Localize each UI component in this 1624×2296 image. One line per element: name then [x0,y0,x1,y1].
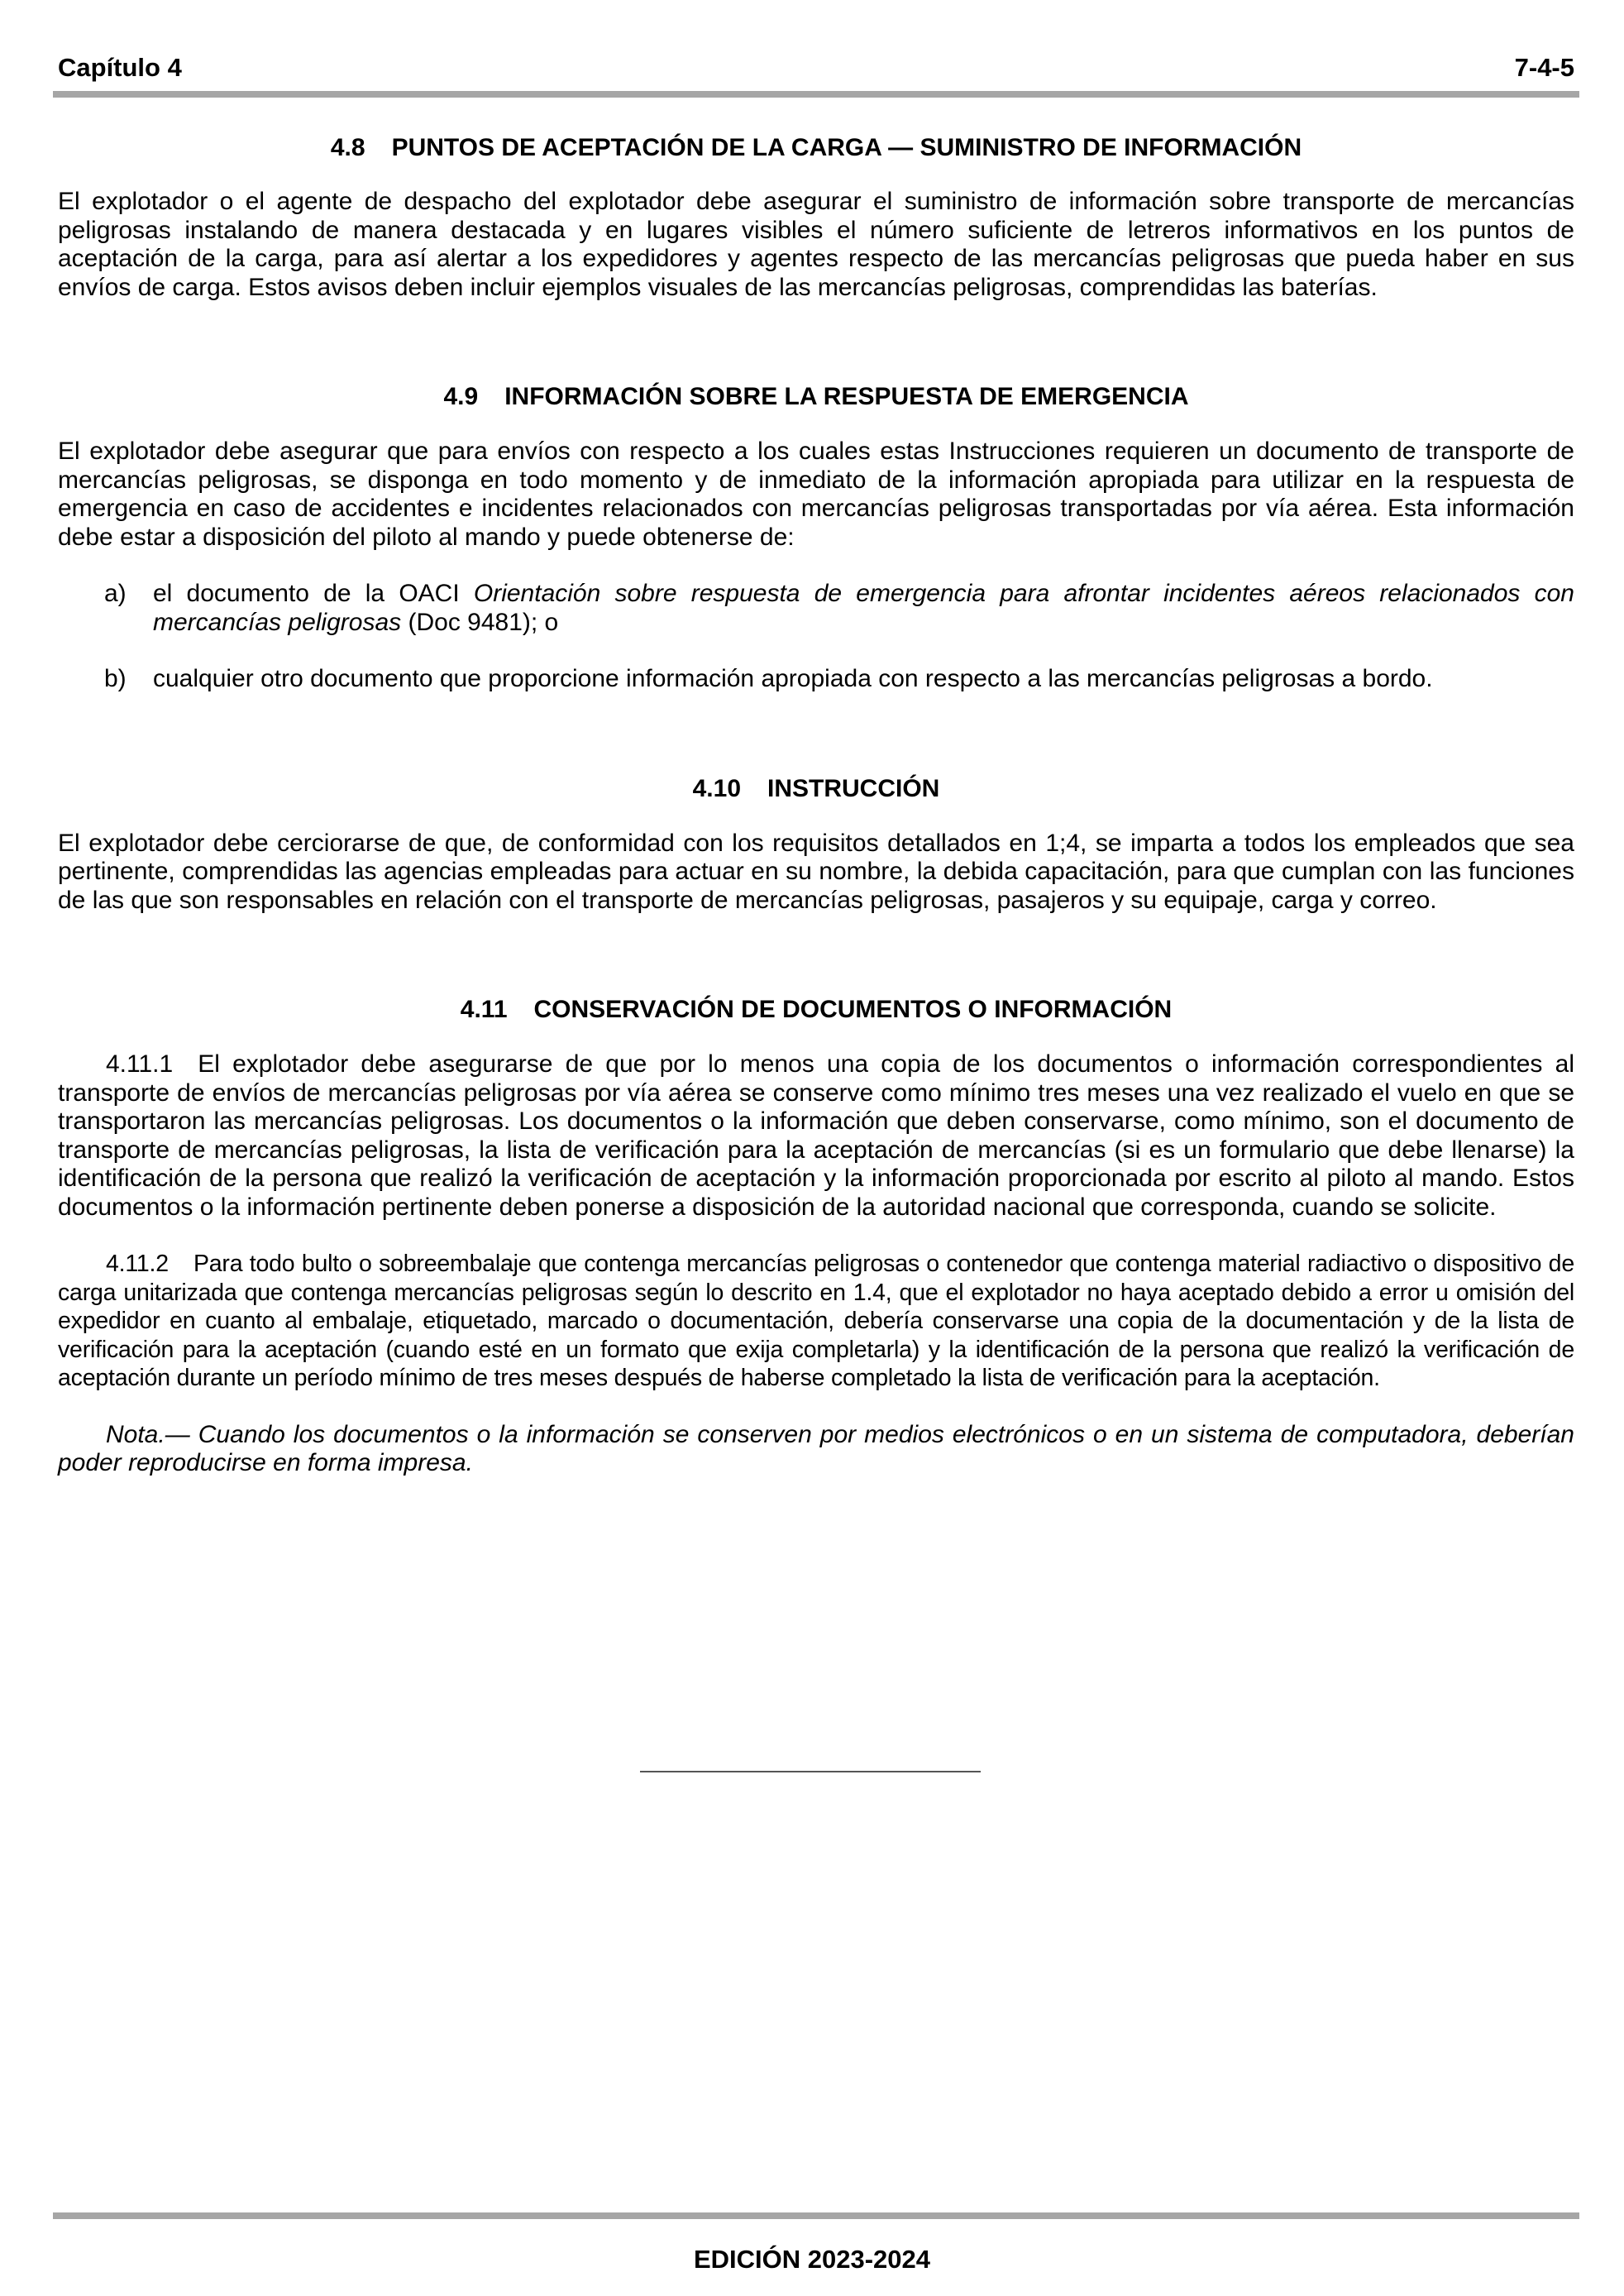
paragraph-text: Para todo bulto o sobreembalaje que contenga mercancías peligrosas o contenedor que contenga material radiactivo o dispositivo de carga unitarizada que contenga mercancías peligrosas según lo descrito en 1.4, que el explotador no haya aceptado debido a error u omisión del expedidor en cuanto al embalaje, etiquetado, marcado o documentación, debería conservarse una copia de la documentación y de la lista de verificación para la aceptación (cuando esté en un formato que exija completarla) y la identificación de la persona que realizó la verificación de aceptación durante un período mínimo de tres meses después de haberse completado la lista de verificación para la aceptación. [58,1251,1574,1391]
note-label: Nota.— [106,1420,190,1448]
page-number: 7-4-5 [1514,53,1574,82]
list-marker: b) [104,665,127,692]
doc-title-italic: Orientación sobre respuesta de emergencia para afrontar incidentes aéreos relacionados con mercancías peligrosas [153,580,1574,636]
paragraph-4-11-2 [58,1250,1574,1393]
section-title: INSTRUCCIÓN [767,774,940,802]
paragraph-4-11-1 [58,1050,1574,1222]
header-rule [53,91,1579,98]
section-spacer [58,915,1574,996]
note-paragraph [58,1421,1574,1478]
section-number: 4.9 [443,383,479,410]
section-number: 4.10 [692,774,742,802]
list-item-text: cualquier otro documento que proporcione información apropiada con respecto a las mercancías peligrosas a bordo. [153,665,1433,692]
edition-label: EDICIÓN 2023-2024 [693,2245,931,2274]
paragraph-number: 4.11.1 [106,1050,174,1078]
section-spacer [58,302,1574,383]
list-item-a [58,580,1574,637]
section-number: 4.8 [330,134,365,161]
section-heading-4-8 [58,134,1574,162]
chapter-label: Capítulo 4 [58,53,182,82]
list-item-suffix: (Doc 9481); o [401,608,559,636]
paragraph-number: 4.11.2 [106,1251,169,1277]
footer-rule [53,2212,1579,2219]
section-title: INFORMACIÓN SOBRE LA RESPUESTA DE EMERGENCIA [504,383,1189,410]
section-heading-4-11 [58,996,1574,1024]
section-body-4-9: El explotador debe asegurar que para envíos con respecto a los cuales estas Instrucciones requieren un documento de transporte de mercancías peligrosas, se disponga en todo momento y de inmediato de la información apropiada para utilizar en la respuesta de emergencia en caso de accidentes e incidentes relacionados con mercancías peligrosas transportadas por vía aérea. Esta información debe estar a disposición del piloto al mando y puede obtenerse de: [58,438,1574,551]
list-spacer [58,552,1574,580]
note-text: Cuando los documentos o la información se conserven por medios electrónicos o en un sistema de computadora, deberían poder reproducirse en forma impresa. [58,1420,1574,1476]
list-marker: a) [104,580,127,607]
section-body-4-10: El explotador debe cerciorarse de que, de conformidad con los requisitos detallados en 1;4, se imparta a todos los empleados que sea pertinente, comprendidas las agencias empleadas para actuar en su nombre, la debida capacitación, para que cumplan con las funciones de las que son responsables en relación con el transporte de mercancías peligrosas, pasajeros y su equipaje, carga y correo. [58,829,1574,914]
section-title: PUNTOS DE ACEPTACIÓN DE LA CARGA — SUMINISTRO DE INFORMACIÓN [391,134,1302,161]
section-heading-4-10 [58,775,1574,803]
section-heading-4-9 [58,383,1574,411]
section-body-4-8: El explotador o el agente de despacho del explotador debe asegurar el suministro de información sobre transporte de mercancías peligrosas instalando de manera destacada y en lugares visibles el número suficiente de letreros informativos en los puntos de aceptación de la carga, para así alertar a los expedidores y agentes respecto de las mercancías peligrosas que pueda haber en sus envíos de carga. Estos avisos deben incluir ejemplos visuales de las mercancías peligrosas, comprendidas las baterías. [58,188,1574,301]
paragraph-spacer [58,1222,1574,1250]
heading-spacer [58,1024,1574,1050]
list-spacer [58,637,1574,665]
section-number: 4.11 [460,996,508,1023]
page-footer [0,2243,1624,2276]
list-item-prefix: el documento de la OACI [153,580,474,607]
end-of-chapter-rule [640,1771,981,1772]
list-item-b [58,665,1574,694]
paragraph-text: El explotador debe asegurarse de que por lo menos una copia de los documentos o información correspondientes al transporte de envíos de mercancías peligrosas por vía aérea se conserve como mínimo tres meses una vez realizado el vuelo en que se transportaron las mercancías peligrosas. Los documentos o la información que deben conservarse, como mínimo, son el documento de transporte de mercancías peligrosas, la lista de verificación para la aceptación de mercancías (si es un formulario que debe llenarse) la identificación de la persona que realizó la verificación de aceptación y la información proporcionada por escrito al piloto al mando. Estos documentos o la información pertinente deben ponerse a disposición de la autoridad nacional que corresponda, cuando se solicite. [58,1050,1574,1221]
page-content [58,134,1574,1478]
heading-spacer [58,411,1574,438]
section-spacer [58,694,1574,775]
page-header [58,51,1574,84]
heading-spacer [58,803,1574,830]
paragraph-spacer [58,1393,1574,1421]
section-title: CONSERVACIÓN DE DOCUMENTOS O INFORMACIÓN [533,996,1173,1023]
